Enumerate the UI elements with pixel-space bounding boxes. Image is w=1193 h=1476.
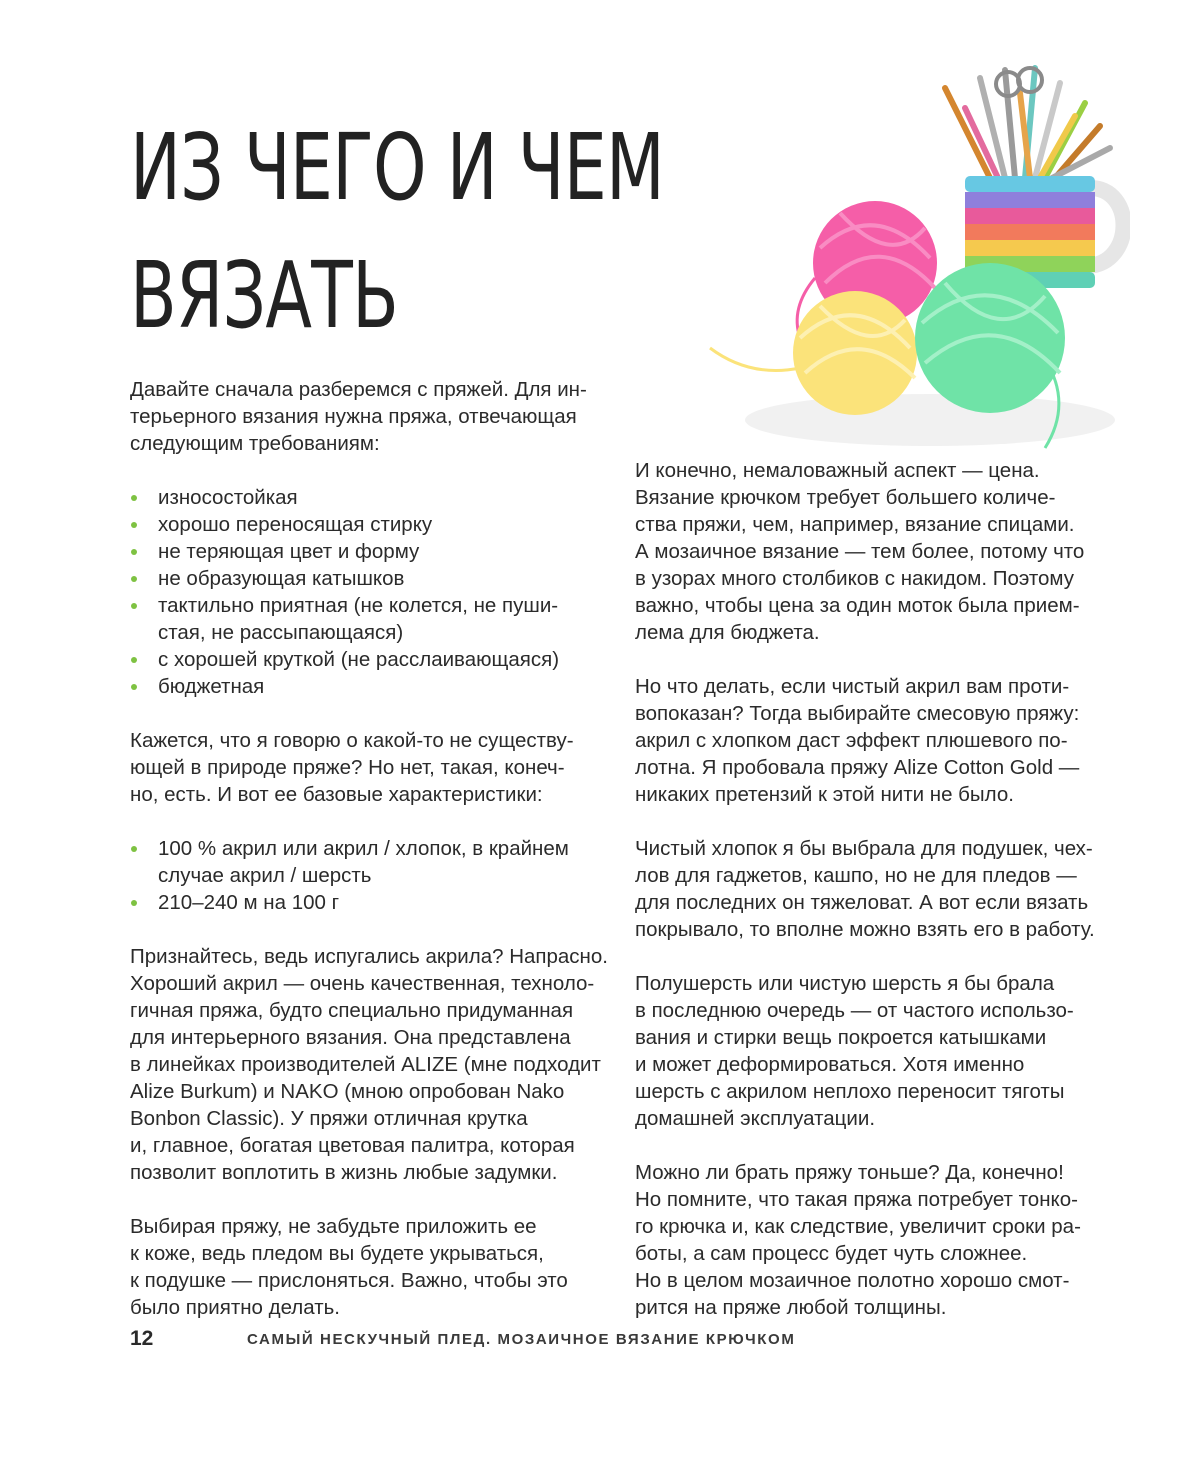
paragraph: И конечно, немаловажный аспект — цена. Вязание крючком требует большего количе- ства пряжи, чем, например, вязание спицами. А мозаичное вязание — тем более, потому что в узорах много столбиков с накидом. Поэтому важно, чтобы цена за один моток была прием- лема для бюджета. xyxy=(635,459,1085,644)
list-item: тактильно приятная (не колется, не пуши- стая, не рассыпающаяся) xyxy=(130,592,610,646)
requirements-list xyxy=(130,484,610,700)
paragraph: Можно ли брать пряжу тоньше? Да, конечно! Но помните, что такая пряжа потребует тонко- го крючка и, как следствие, увеличит сроки ра- боты, а сам процесс будет чуть сложнее. Но в целом мозаичное полотно хорошо смот- рится на пряже любой толщины. xyxy=(635,1161,1081,1319)
yarn-and-hooks-illustration xyxy=(690,48,1130,468)
page-number: 12 xyxy=(130,1327,154,1350)
title-line-2: ВЯЗАТЬ xyxy=(130,242,399,349)
paragraph: Полушерсть или чистую шерсть я бы брала в последнюю очередь — от частого использо- вания и стирки вещь покроется катышками и может деформироваться. Хотя именно шерсть с акрилом неплохо переносит тяготы домашней эксплуатации. xyxy=(635,972,1074,1130)
list-item: не образующая катышков xyxy=(130,565,610,592)
intro-paragraph: Давайте сначала разберемся с пряжей. Для ин- терьерного вязания нужна пряжа, отвечающая следующим требованиям: xyxy=(130,378,587,455)
list-item: с хорошей круткой (не расслаивающаяся) xyxy=(130,646,610,673)
list-item: 210–240 м на 100 г xyxy=(130,889,610,916)
paragraph: Но что делать, если чистый акрил вам проти- вопоказан? Тогда выбирайте смесовую пряжу: акрил с хлопком даст эффект плюшевого по- лотна. Я пробовала пряжу Alize Cotton Gold — никаких претензий к этой нити не было. xyxy=(635,675,1080,806)
right-column xyxy=(635,457,1125,1348)
left-column xyxy=(130,376,610,1348)
list-item: не теряющая цвет и форму xyxy=(130,538,610,565)
running-title: САМЫЙ НЕСКУЧНЫЙ ПЛЕД. МОЗАИЧНОЕ ВЯЗАНИЕ КРЮЧКОМ xyxy=(247,1331,796,1348)
paragraph: Кажется, что я говорю о какой-то не существу- ющей в природе пряже? Но нет, такая, конеч- но, есть. И вот ее базовые характеристики: xyxy=(130,729,574,806)
characteristics-list xyxy=(130,835,610,916)
paragraph: Чистый хлопок я бы выбрала для подушек, чех- лов для гаджетов, кашпо, но не для пледов — для последних он тяжеловат. А вот если вязать покрывало, то вполне можно взять его в работу. xyxy=(635,837,1095,941)
paragraph: Признайтесь, ведь испугались акрила? Напрасно. Хороший акрил — очень качественная, техноло- гичная пряжа, будто специально придуманная для интерьерного вязания. Она представлена в линейках производителей ALIZE (мне подходит Alize Burkum) и NAKO (мною опробован Nako Bonbon Classic). У пряжи отличная крутка и, главное, богатая цветовая палитра, которая позволит воплотить в жизнь любые задумки. xyxy=(130,945,608,1184)
paragraph: Выбирая пряжу, не забудьте приложить ее к коже, ведь пледом вы будете укрываться, к подушке — прислоняться. Важно, чтобы это было приятно делать. xyxy=(130,1215,568,1319)
page-footer xyxy=(130,1327,1030,1357)
page-title xyxy=(130,104,664,360)
list-item: бюджетная xyxy=(130,673,610,700)
title-line-1: ИЗ ЧЕГО И ЧЕМ xyxy=(130,114,665,221)
list-item: 100 % акрил или акрил / хлопок, в крайнем случае акрил / шерсть xyxy=(130,835,610,889)
list-item: износостойкая xyxy=(130,484,610,511)
list-item: хорошо переносящая стирку xyxy=(130,511,610,538)
